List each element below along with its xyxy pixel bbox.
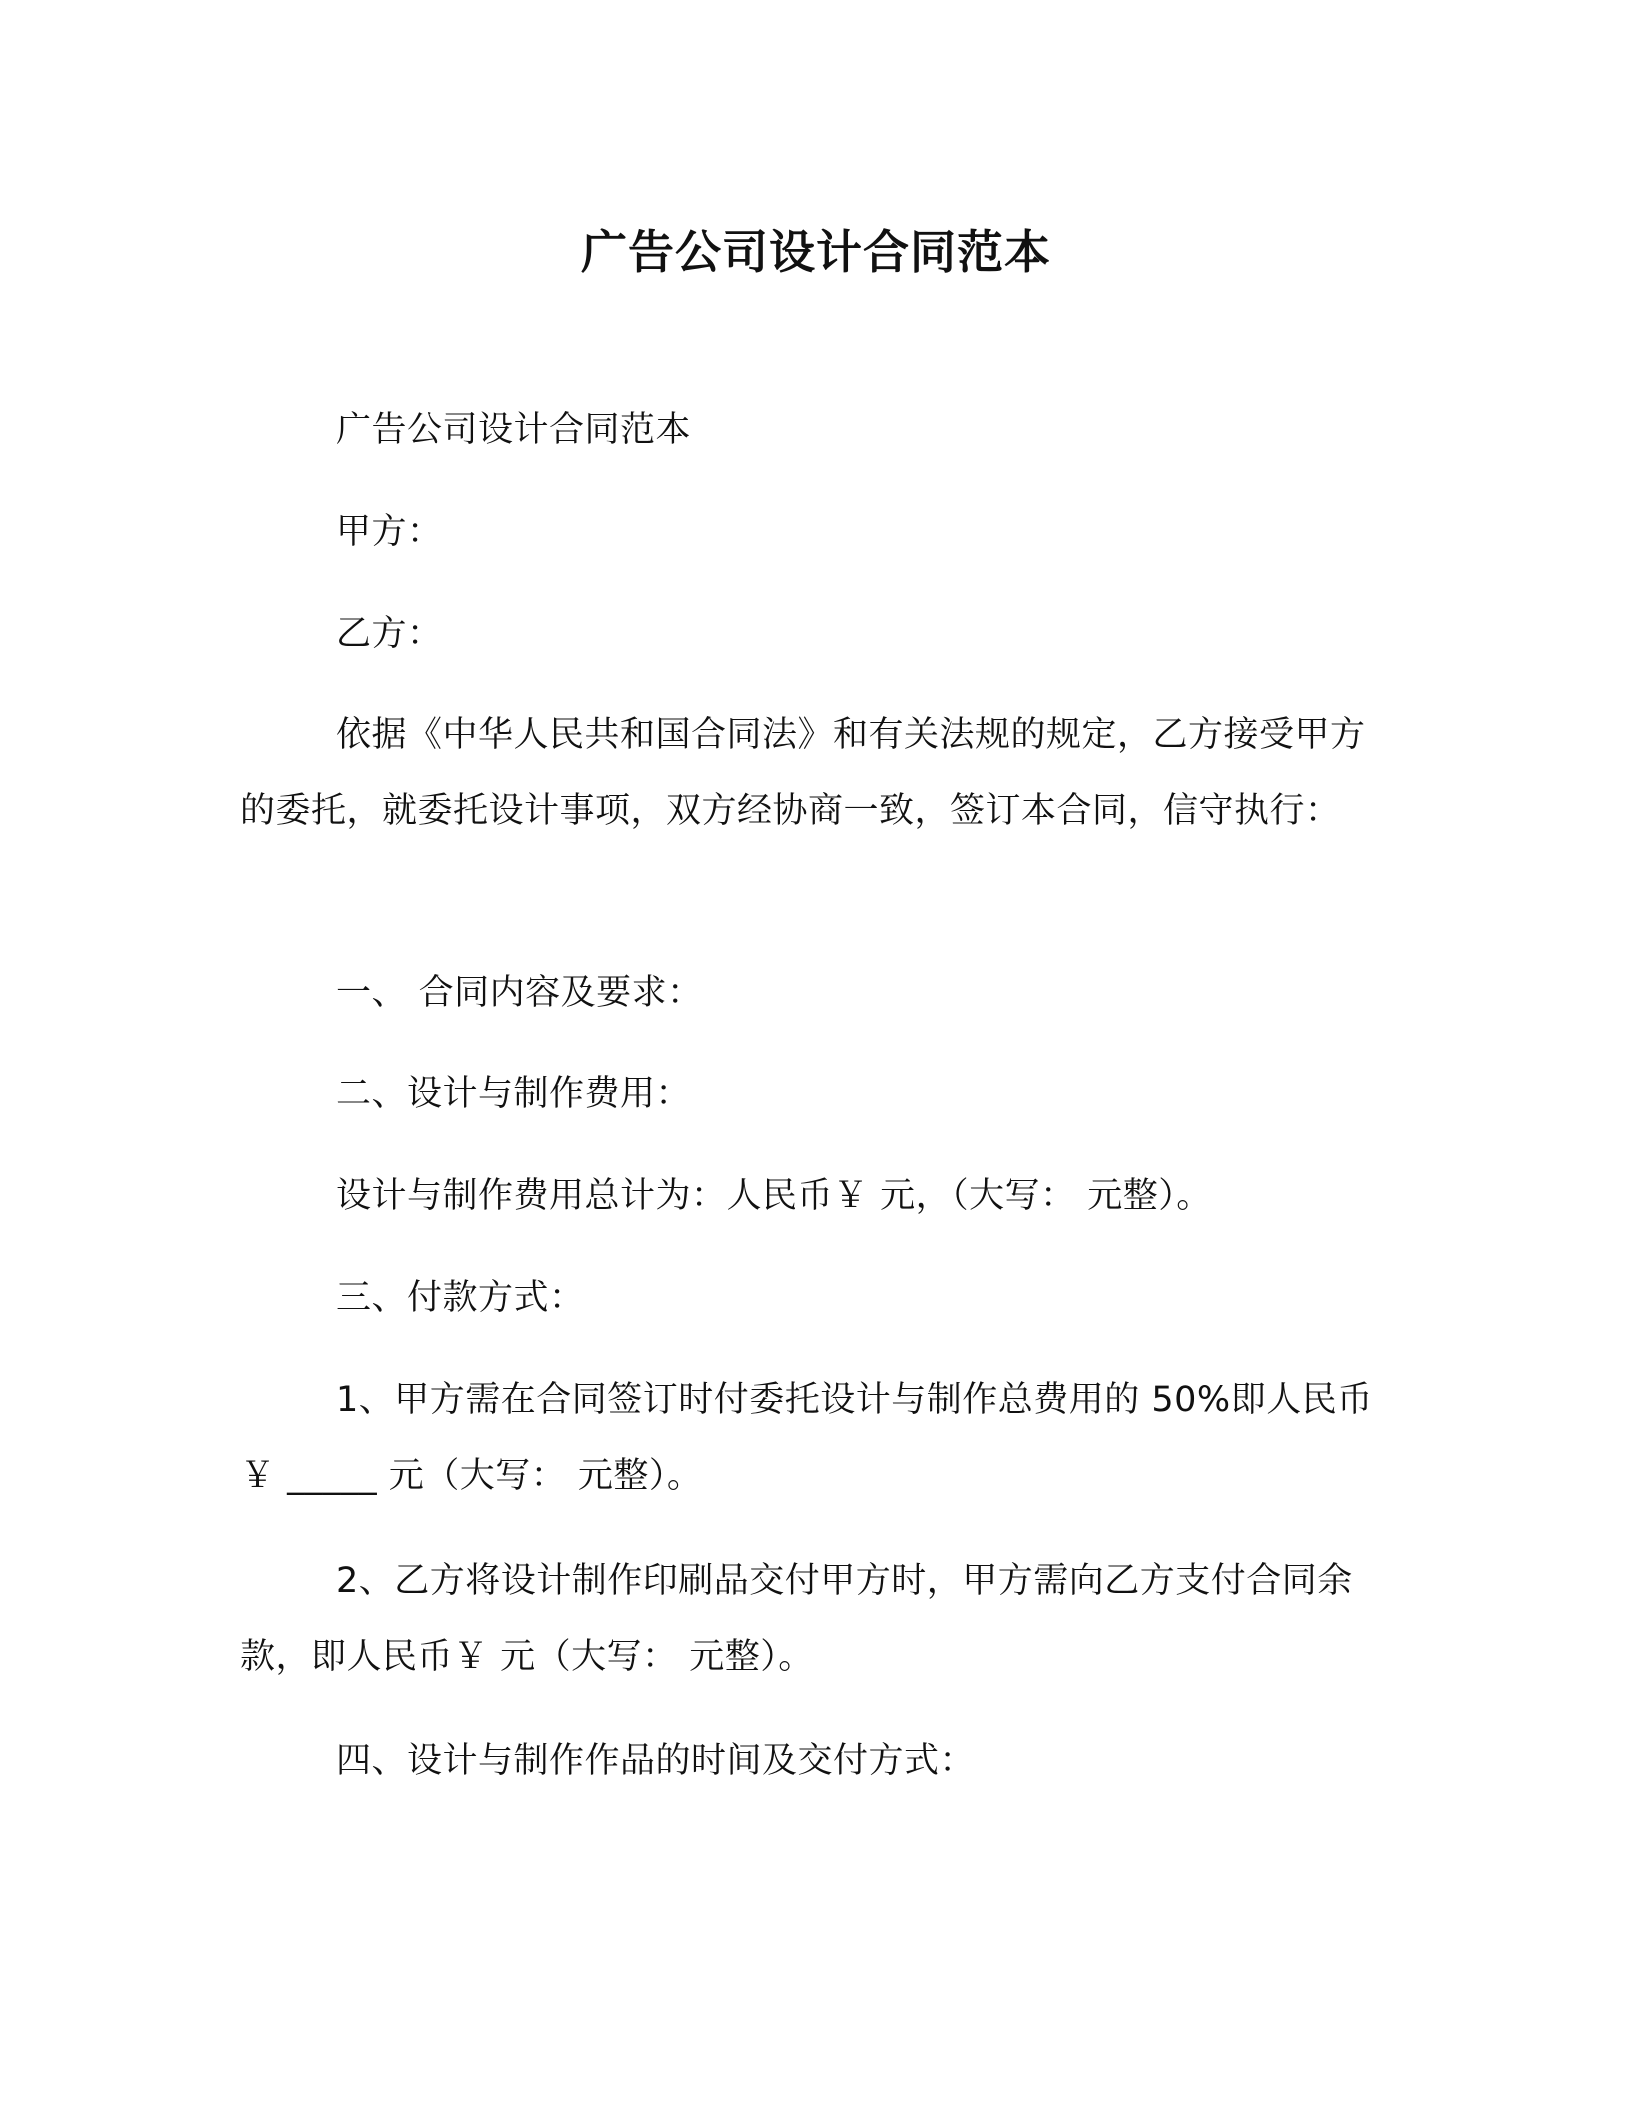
section-four-heading: 四、设计与制作作品的时间及交付方式： [336, 1741, 976, 1781]
payment-item-2: 2、乙方将设计制作印刷品交付甲方时，甲方需向乙方支付合同余款，即人民币￥ 元（大写： 元整）。 [240, 1561, 1353, 1677]
party-b-paragraph: 乙方： [336, 614, 443, 654]
subtitle-paragraph: 广告公司设计合同范本 [336, 410, 692, 450]
document-title: 广告公司设计合同范本 [581, 225, 1051, 279]
total-fee-paragraph: 设计与制作费用总计为：人民币￥ 元，（大写： 元整）。 [336, 1176, 1212, 1216]
section-two-heading: 二、设计与制作费用： [336, 1074, 692, 1114]
section-three-heading: 三、付款方式： [336, 1278, 585, 1318]
party-a-paragraph: 甲方： [336, 512, 443, 552]
section-one-heading: 一、 合同内容及要求： [336, 973, 703, 1013]
payment-item-1: 1、甲方需在合同签订时付委托设计与制作总费用的 50%即人民币 ￥ _____ 元（大写： 元整）。 [240, 1380, 1373, 1496]
preamble-paragraph: 依据《中华人民共和国合同法》和有关法规的规定，乙方接受甲方的委托，就委托设计事项，双方经协商一致，签订本合同，信守执行： [240, 715, 1366, 831]
